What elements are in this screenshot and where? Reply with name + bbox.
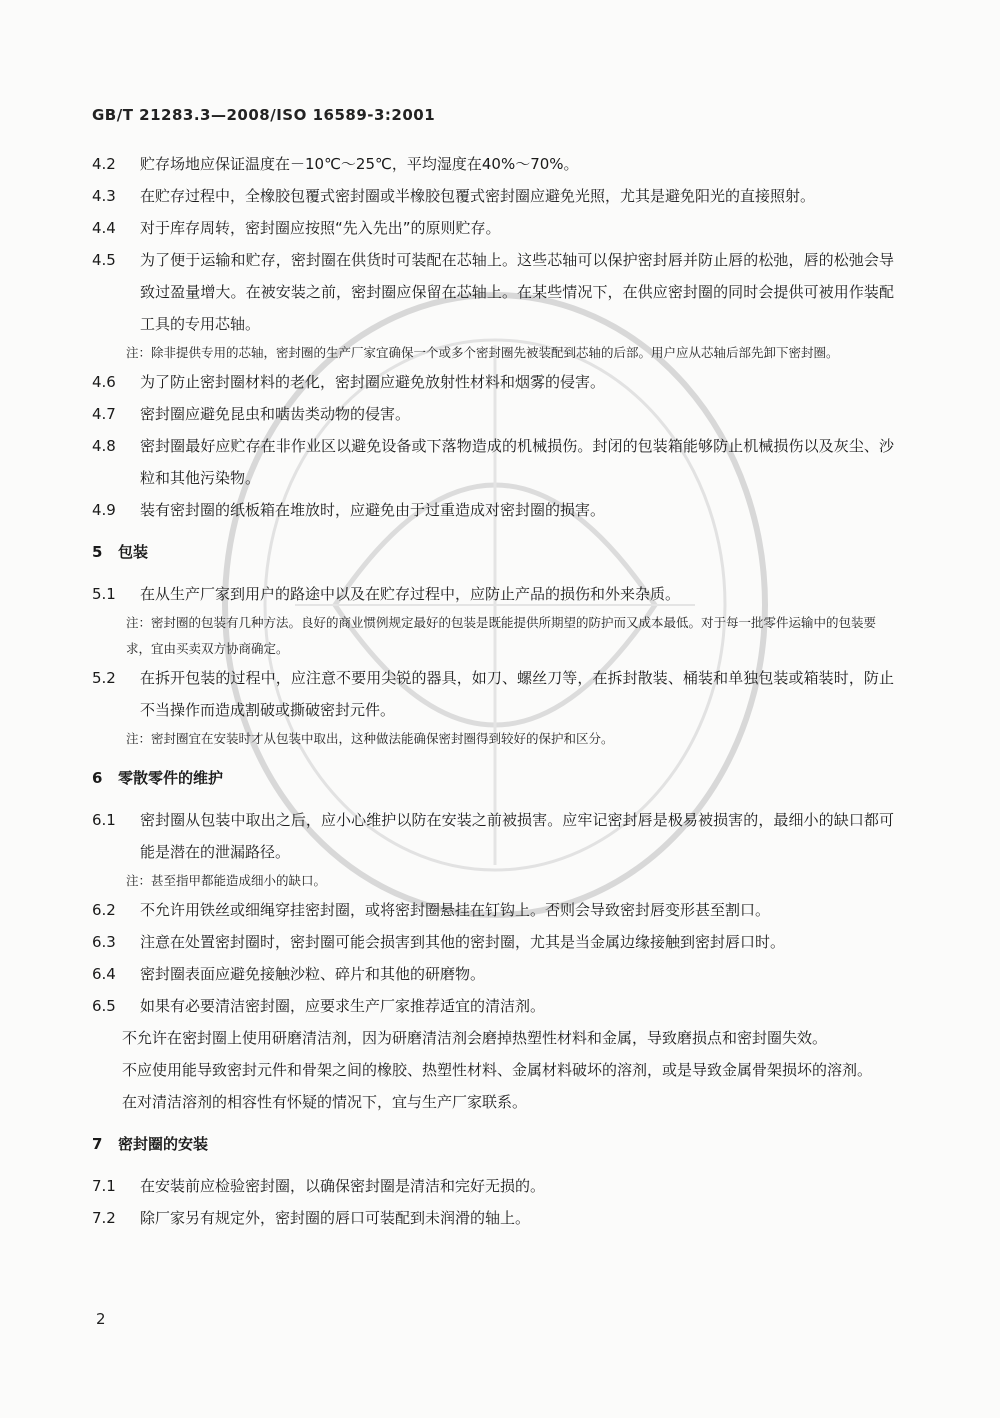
section-title: 密封圈的安装 bbox=[118, 1135, 209, 1153]
clause-number: 4.9 bbox=[92, 501, 116, 519]
clause-6-1 bbox=[92, 804, 894, 868]
clause-number: 5.1 bbox=[92, 585, 116, 603]
clause-5-2 bbox=[92, 662, 894, 726]
clause-number: 6.4 bbox=[92, 965, 116, 983]
clause-7-2 bbox=[92, 1202, 894, 1234]
clause-text: 除厂家另有规定外，密封圈的唇口可装配到未润滑的轴上。 bbox=[140, 1209, 531, 1227]
clause-text: 在拆开包装的过程中，应注意不要用尖锐的器具，如刀、螺丝刀等，在拆封散装、桶装和单独包装或箱装时，防止不当操作而造成割破或撕破密封元件。 bbox=[140, 669, 894, 719]
clause-number: 4.3 bbox=[92, 187, 116, 205]
section-number: 5 bbox=[92, 543, 103, 561]
section-title: 零散零件的维护 bbox=[118, 769, 224, 787]
clause-4-8 bbox=[92, 430, 894, 494]
document-body bbox=[92, 148, 894, 1234]
clause-number: 7.1 bbox=[92, 1177, 116, 1195]
clause-text: 注意在处置密封圈时，密封圈可能会损害到其他的密封圈，尤其是当金属边缘接触到密封唇口时。 bbox=[140, 933, 786, 951]
note-5-1: 注：密封圈的包装有几种方法。良好的商业惯例规定最好的包装是既能提供所期望的防护而又成本最低。对于每一批零件运输中的包装要求，宜由买卖双方协商确定。 bbox=[126, 615, 877, 656]
note-6-1: 注：甚至指甲都能造成细小的缺口。 bbox=[126, 873, 327, 888]
clause-text: 为了便于运输和贮存，密封圈在供货时可装配在芯轴上。这些芯轴可以保护密封唇并防止唇的松弛，唇的松弛会导致过盈量增大。在被安装之前，密封圈应保留在芯轴上。在某些情况下，在供应密封圈的同时会提供可被用作装配工具的专用芯轴。 bbox=[140, 251, 894, 333]
clause-number: 6.2 bbox=[92, 901, 116, 919]
page-number: 2 bbox=[96, 1310, 106, 1328]
clause-6-3 bbox=[92, 926, 894, 958]
note-4-5: 注：除非提供专用的芯轴，密封圈的生产厂家宜确保一个或多个密封圈先被装配到芯轴的后部。用户应从芯轴后部先卸下密封圈。 bbox=[126, 345, 839, 360]
clause-number: 4.8 bbox=[92, 437, 116, 455]
clause-text: 如果有必要清洁密封圈，应要求生产厂家推荐适宜的清洁剂。 bbox=[140, 997, 546, 1015]
paragraph-solvent: 不应使用能导致密封元件和骨架之间的橡胶、热塑性材料、金属材料破坏的溶剂，或是导致金属骨架损坏的溶剂。 bbox=[122, 1061, 873, 1079]
paragraph-contact-manufacturer: 在对清洁溶剂的相容性有怀疑的情况下，宜与生产厂家联系。 bbox=[122, 1093, 528, 1111]
clause-6-2 bbox=[92, 894, 894, 926]
clause-text: 贮存场地应保证温度在－10℃～25℃，平均湿度在40%～70%。 bbox=[140, 155, 579, 173]
clause-text: 不允许用铁丝或细绳穿挂密封圈，或将密封圈悬挂在钉钩上。否则会导致密封唇变形甚至割口。 bbox=[140, 901, 771, 919]
clause-text: 密封圈应避免昆虫和啮齿类动物的侵害。 bbox=[140, 405, 411, 423]
clause-text: 密封圈从包装中取出之后，应小心维护以防在安装之前被损害。应牢记密封唇是极易被损害的，最细小的缺口都可能是潜在的泄漏路径。 bbox=[140, 811, 894, 861]
clause-4-7 bbox=[92, 398, 894, 430]
clause-number: 4.6 bbox=[92, 373, 116, 391]
clause-number: 6.3 bbox=[92, 933, 116, 951]
clause-6-5 bbox=[92, 990, 894, 1022]
clause-number: 4.4 bbox=[92, 219, 116, 237]
clause-text: 密封圈表面应避免接触沙粒、碎片和其他的研磨物。 bbox=[140, 965, 486, 983]
section-5-heading bbox=[92, 536, 894, 568]
clause-number: 7.2 bbox=[92, 1209, 116, 1227]
clause-5-1 bbox=[92, 578, 894, 610]
clause-number: 5.2 bbox=[92, 669, 116, 687]
clause-text: 装有密封圈的纸板箱在堆放时，应避免由于过重造成对密封圈的损害。 bbox=[140, 501, 606, 519]
clause-text: 在安装前应检验密封圈，以确保密封圈是清洁和完好无损的。 bbox=[140, 1177, 546, 1195]
clause-4-4 bbox=[92, 212, 894, 244]
clause-4-2 bbox=[92, 148, 894, 180]
standard-code-header: GB/T 21283.3—2008/ISO 16589-3:2001 bbox=[92, 106, 436, 124]
clause-number: 4.7 bbox=[92, 405, 116, 423]
clause-7-1 bbox=[92, 1170, 894, 1202]
clause-4-6 bbox=[92, 366, 894, 398]
note-5-2: 注：密封圈宜在安装时才从包装中取出，这种做法能确保密封圈得到较好的保护和区分。 bbox=[126, 731, 614, 746]
clause-text: 在从生产厂家到用户的路途中以及在贮存过程中，应防止产品的损伤和外来杂质。 bbox=[140, 585, 681, 603]
clause-6-4 bbox=[92, 958, 894, 990]
paragraph-abrasive-cleaner: 不允许在密封圈上使用研磨清洁剂，因为研磨清洁剂会磨掉热塑性材料和金属，导致磨损点和密封圈失效。 bbox=[122, 1029, 828, 1047]
clause-number: 6.5 bbox=[92, 997, 116, 1015]
clause-text: 对于库存周转，密封圈应按照“先入先出”的原则贮存。 bbox=[140, 219, 501, 237]
clause-number: 6.1 bbox=[92, 811, 116, 829]
clause-number: 4.2 bbox=[92, 155, 116, 173]
section-6-heading bbox=[92, 762, 894, 794]
clause-4-9 bbox=[92, 494, 894, 526]
section-number: 6 bbox=[92, 769, 103, 787]
clause-text: 密封圈最好应贮存在非作业区以避免设备或下落物造成的机械损伤。封闭的包装箱能够防止机械损伤以及灰尘、沙粒和其他污染物。 bbox=[140, 437, 894, 487]
clause-number: 4.5 bbox=[92, 251, 116, 269]
clause-text: 为了防止密封圈材料的老化，密封圈应避免放射性材料和烟雾的侵害。 bbox=[140, 373, 606, 391]
section-7-heading bbox=[92, 1128, 894, 1160]
section-title: 包装 bbox=[118, 543, 149, 561]
clause-text: 在贮存过程中，全橡胶包覆式密封圈或半橡胶包覆式密封圈应避免光照，尤其是避免阳光的直接照射。 bbox=[140, 187, 816, 205]
clause-4-3 bbox=[92, 180, 894, 212]
section-number: 7 bbox=[92, 1135, 103, 1153]
clause-4-5 bbox=[92, 244, 894, 340]
